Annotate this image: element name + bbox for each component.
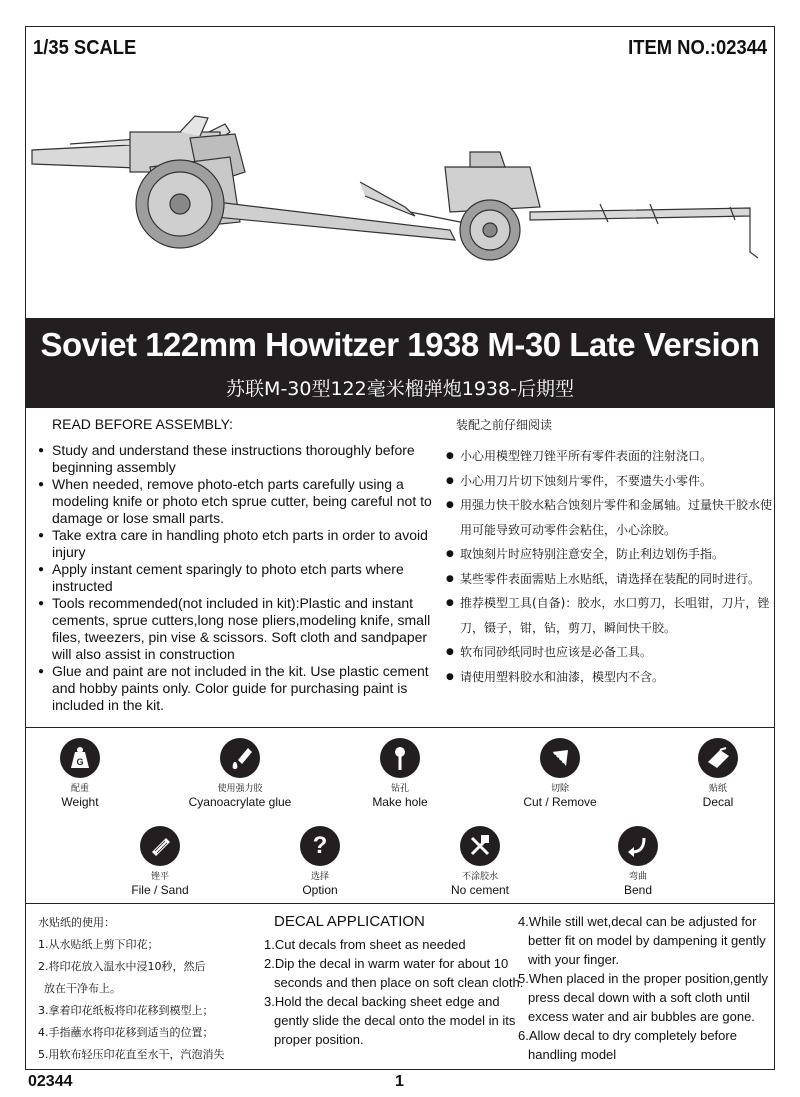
bend-icon bbox=[618, 826, 658, 866]
decal-step: 2.Dip the decal in warm water for about 10 bbox=[264, 956, 509, 971]
read-item-cn: ● 取蚀刻片时应特别注意安全，防止利边划伤手指。 bbox=[446, 542, 776, 567]
drill-icon bbox=[380, 738, 420, 778]
decal-step: better fit on model by dampening it gently bbox=[528, 933, 766, 948]
no-cement-icon bbox=[460, 826, 500, 866]
legend-label-en: No cement bbox=[450, 883, 510, 897]
legend-label-cn: 贴纸 bbox=[708, 784, 727, 794]
legend-weight bbox=[10, 738, 150, 809]
legend-label-cn: 使用强力胶 bbox=[217, 784, 263, 794]
decal-line-cn: 4.手指蘸水将印花移到适当的位置； bbox=[38, 1026, 214, 1039]
legend-file bbox=[90, 826, 230, 897]
read-item-cn: ● 请使用塑料胶水和油漆，模型内不含。 bbox=[446, 665, 776, 690]
decal-line-cn: 2.将印花放入温水中浸10秒，然后 bbox=[38, 960, 206, 973]
title-banner bbox=[25, 318, 775, 408]
footer-item-code: 02344 bbox=[28, 1073, 73, 1090]
decal-step: seconds and then place on soft clean cloth. bbox=[274, 975, 524, 990]
decal-step: proper position. bbox=[274, 1032, 364, 1047]
read-item-cn: ● 软布同砂纸同时也应该是必备工具。 bbox=[446, 640, 776, 665]
legend-label-en: Cut / Remove bbox=[523, 795, 597, 809]
file-icon bbox=[140, 826, 180, 866]
howitzer-illustration bbox=[30, 112, 775, 297]
read-before-assembly-cn bbox=[446, 416, 776, 689]
legend-label-en: Option bbox=[302, 883, 338, 897]
legend-bend bbox=[568, 826, 708, 897]
decal-instructions-en-2 bbox=[518, 912, 773, 1064]
read-item-cn: ● 某些零件表面需贴上水贴纸，请选择在装配的同时进行。 bbox=[446, 567, 776, 592]
read-item-cn: ● 用强力快干胶水粘合蚀刻片零件和金属轴。过量快干胶水使用可能导致可动零件会粘住，小心涂胶。 bbox=[446, 493, 776, 542]
decal-step: handling model bbox=[528, 1047, 617, 1062]
legend-label-cn: 弯曲 bbox=[628, 872, 647, 882]
legend-label-cn: 不涂胶水 bbox=[461, 872, 498, 882]
decal-step: press decal down with a soft cloth until bbox=[528, 990, 750, 1005]
read-item-en: ● Apply instant cement sparingly to photo etch parts where instructed bbox=[38, 561, 438, 595]
decal-line-cn: 放在干净布上。 bbox=[44, 982, 121, 995]
scale-label: 1/35 SCALE bbox=[33, 37, 137, 59]
glue-icon bbox=[220, 738, 260, 778]
item-number: ITEM NO.:02344 bbox=[627, 37, 767, 59]
decal-step: 3.Hold the decal backing sheet edge and bbox=[264, 994, 500, 1009]
read-item-en: ● Take extra care in handling photo etch parts in order to avoid injury bbox=[38, 527, 438, 561]
legend-cut bbox=[490, 738, 630, 809]
weight-glyph: G bbox=[76, 757, 84, 767]
decal-icon bbox=[698, 738, 738, 778]
title-english: Soviet 122mm Howitzer 1938 M-30 Late Version bbox=[40, 326, 760, 363]
decal-instructions-cn bbox=[38, 912, 258, 1066]
legend-option bbox=[250, 826, 390, 897]
divider bbox=[25, 903, 775, 904]
legend-drill bbox=[330, 738, 470, 809]
read-item-cn: ● 小心用模型锉刀锉平所有零件表面的注射浇口。 bbox=[446, 444, 776, 469]
cut-icon bbox=[540, 738, 580, 778]
decal-line-cn: 1.从水贴纸上剪下印花； bbox=[38, 938, 159, 951]
divider bbox=[25, 727, 775, 728]
option-icon bbox=[300, 826, 340, 866]
page-number: 1 bbox=[395, 1073, 404, 1090]
legend-label-cn: 切除 bbox=[550, 784, 569, 794]
decal-step: with your finger. bbox=[528, 952, 620, 967]
legend-label-en: Cyanoacrylate glue bbox=[188, 795, 292, 809]
read-item-en: ● Glue and paint are not included in the kit. Use plastic cement and hobby paints only. Color guide for purchasing paint is included in the kit. bbox=[38, 663, 438, 714]
decal-instructions-en-1 bbox=[264, 912, 524, 1049]
legend-label-en: Make hole bbox=[372, 795, 428, 809]
legend-label-cn: 选择 bbox=[310, 872, 329, 882]
read-item-en: ● Study and understand these instructions thoroughly before beginning assembly bbox=[38, 442, 438, 476]
decal-heading-cn: 水贴纸的使用： bbox=[38, 916, 115, 929]
decal-line-cn: 5.用软布轻压印花直至水干，汽泡消失 bbox=[38, 1048, 225, 1061]
title-chinese: 苏联M-30型122毫米榴弹炮1938-后期型 bbox=[226, 378, 574, 400]
read-item-cn: ● 推荐模型工具(自备)：胶水，水口剪刀，长咀钳，刀片，锉刀，镊子，钳，钻，剪刀，瞬间快干胶。 bbox=[446, 591, 776, 640]
legend-label-cn: 锉平 bbox=[150, 872, 169, 882]
decal-step: 4.While still wet,decal can be adjusted for bbox=[518, 914, 757, 929]
read-item-cn: ● 小心用刀片切下蚀刻片零件，不要遗失小零件。 bbox=[446, 469, 776, 494]
legend-decal bbox=[648, 738, 788, 809]
read-item-en: ● Tools recommended(not included in kit):Plastic and instant cements, sprue cutters,long nose pliers,modeling knife, small files, tweezers, pin vise & scissors. Soft cloth and sandpaper will also assist in construction bbox=[38, 595, 438, 663]
weight-icon bbox=[60, 738, 100, 778]
decal-step: 5.When placed in the proper position,gently bbox=[518, 971, 769, 986]
decal-line-cn: 3.拿着印花纸板将印花移到模型上； bbox=[38, 1004, 214, 1017]
legend-label-en: Bend bbox=[623, 883, 653, 897]
legend-label-en: Weight bbox=[61, 795, 99, 809]
option-glyph: ? bbox=[312, 832, 328, 859]
read-item-en: ● When needed, remove photo-etch parts carefully using a modeling knife or photo etch sprue cutter, being careful not to damage or lose small parts. bbox=[38, 476, 438, 527]
decal-step: 6.Allow decal to dry completely before bbox=[518, 1028, 737, 1043]
decal-step: gently slide the decal onto the model in its bbox=[274, 1013, 516, 1028]
legend-label-en: Decal bbox=[702, 795, 734, 809]
legend-label-en: File / Sand bbox=[131, 883, 189, 897]
read-before-assembly-en bbox=[38, 416, 438, 714]
legend-label-cn: 配重 bbox=[70, 784, 89, 794]
legend-label-cn: 钻孔 bbox=[390, 784, 409, 794]
decal-heading-en: DECAL APPLICATION bbox=[274, 913, 425, 930]
decal-step: 1.Cut decals from sheet as needed bbox=[264, 937, 466, 952]
legend-no-cement bbox=[410, 826, 550, 897]
read-heading-en: READ BEFORE ASSEMBLY: bbox=[52, 416, 234, 432]
read-heading-cn: 装配之前仔细阅读 bbox=[456, 418, 553, 432]
legend-glue bbox=[170, 738, 310, 809]
decal-step: excess water and air bubbles are gone. bbox=[528, 1009, 755, 1024]
